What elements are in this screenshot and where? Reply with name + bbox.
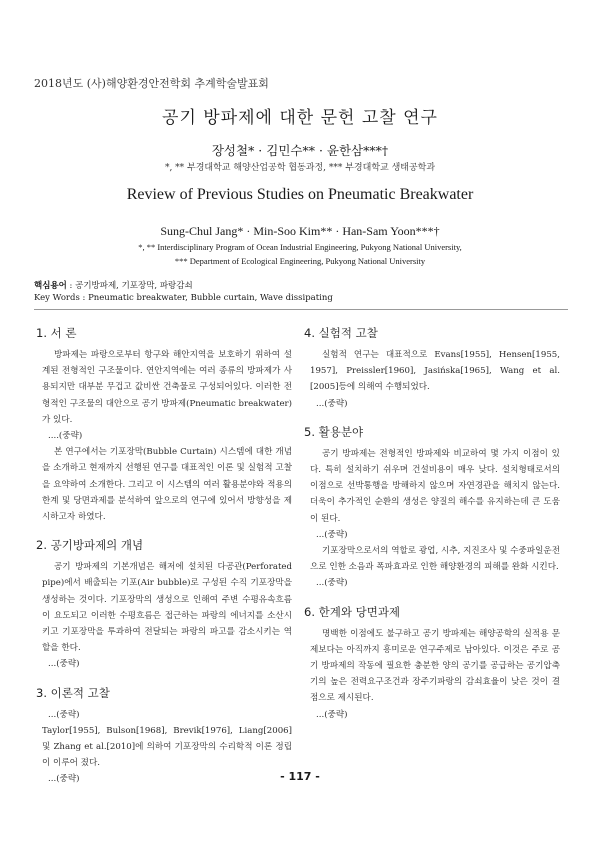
paragraph: ...(중략) [48,709,80,720]
korean-keywords-label: 핵심용어 [34,281,67,291]
section-experiments [304,325,560,412]
english-affiliation-2: *** Department of Ecological Engineering, Pukyong National University [174,256,426,266]
paragraph: 실험적 연구는 대표적으로 Evans[1955], Hensen[1955, 1957], Preissler[1960], Jasińska[1965], Wang et al.[2005]등에 의해여 수행되었다. [310,350,560,393]
section-limitations [304,604,560,723]
english-title: Review of Previous Studies on Pneumatic Breakwater [126,186,474,203]
section-title: 6. 한계와 당면과제 [304,604,401,619]
paragraph: 본 연구에서는 기포장막(Bubble Curtain) 시스템에 대한 개념을 소개하고 현재까지 선행된 연구를 대표적인 이론 및 실험적 고찰을 요약하여 소개한다. 그리고 이 시스템의 여러 활용분야와 적용의 한계 및 당면과제를 분석하여 앞으로의 연구에 있어서 방향성을 제시하고자 하였다. [42,447,292,523]
left-column [36,325,292,800]
korean-keywords-text: : 공기방파제, 기포장막, 파랑감쇠 [66,281,193,291]
paragraph: ....(중략) [48,431,83,442]
page-number: - 117 - [280,770,320,783]
paragraph: ...(중략) [316,398,348,409]
paragraph: ...(중략) [316,709,348,720]
section-title: 1. 서 론 [36,326,77,340]
section-introduction [36,325,292,525]
section-title: 5. 활용분야 [304,424,364,439]
paragraph: 명백한 이점에도 불구하고 공기 방파제는 해양공학의 실적용 문제보다는 아직까지 흥미로운 연구주제로 남아있다. 이것은 주로 공기 방파제의 작동에 필요한 충분한 양의 공기를 공급하는 공기압축기의 높은 전력요구조건과 장주기파랑의 감쇠효율이 낮은 것이 결점으로 제시된다. [310,628,560,704]
korean-keywords [34,279,193,291]
paragraph: 기포장막으로서의 역할로 광업, 시추, 지진조사 및 수중파일운전으로 인한 소음과 폭파효과로 인한 해양환경의 피해를 완화 시킨다. [310,546,560,573]
section-title: 3. 이론적 고찰 [36,685,110,700]
section-concept [36,537,292,672]
english-keywords-label: Key Words [34,293,80,303]
paragraph: ...(중략) [316,578,348,589]
paragraph: Taylor[1955], Bulson[1968], Brevik[1976], Liang[2006] 및 Zhang et al.[2010]에 의하여 기포장막의 수리학적 이론 정립이 이루어 졌다. [42,725,292,769]
english-authors: Sung-Chul Jang* · Min-Soo Kim** · Han-Sam Yoon***† [160,224,440,238]
paragraph: 공기 방파제의 기본개념은 해저에 설치된 다공관(Perforated pipe)에서 배출되는 기포(Air bubble)로 구성된 수직 기포장막을 생성하는 것이다. 기포장막의 생성으로 인해여 주변 수평유속흐름이 요도되고 이러한 수평흐름은 접근하는 파랑의 에너지를 소산시키고 기포장막을 투과하여 전달되는 파랑의 파고를 감소시키는 역할을 한다. [42,562,292,654]
divider [34,309,568,310]
paragraph: ...(중략) [316,529,348,540]
section-applications [304,424,560,592]
paragraph: 방파제는 파랑으로부터 항구와 해안지역을 보호하기 위하여 설계된 전형적인 구조물이다. 연안지역에는 여러 종류의 방파제가 사용되지만 대부분 무겁고 값비싼 건축물로 구성되어있다. 이러한 전형적인 구조물의 대안으로 공기 방파제(Pneumatic breakwater)가 있다. [42,350,292,425]
korean-title: 공기 방파제에 대한 문헌 고찰 연구 [162,108,438,128]
conference-header: 2018년도 (사)해양환경안전학회 추계학술발표회 [34,77,269,90]
korean-authors: 장성철* · 김민수** · 윤한삼***† [211,143,389,158]
english-keywords [34,293,333,303]
section-title: 2. 공기방파제의 개념 [36,538,144,553]
korean-affiliation: *, ** 부경대학교 해양산업공학 협동과정, *** 부경대학교 생태공학과 [164,163,436,173]
paragraph: ...(중략) [48,774,80,785]
english-affiliation-1: *, ** Interdisciplinary Program of Ocean Industrial Engineering, Pukyong National University, [138,242,462,252]
section-title: 4. 실험적 고찰 [304,326,378,340]
paragraph: ...(중략) [48,659,80,670]
paragraph: 공기 방파제는 전형적인 방파제와 비교하여 몇 가지 이점이 있다. 특히 설치하기 쉬우며 건설비용이 매우 낮다. 설치형태로서의 이점으로 선박통행을 방해하지 않으며 자연경관을 해치지 않는다. 더욱이 추가적인 순환의 생성은 양질의 해수를 유지하는데 큰 도움이 된다. [310,448,560,524]
right-column [304,325,560,735]
english-keywords-text: : Pneumatic breakwater, Bubble curtain, Wave dissipating [79,293,333,303]
